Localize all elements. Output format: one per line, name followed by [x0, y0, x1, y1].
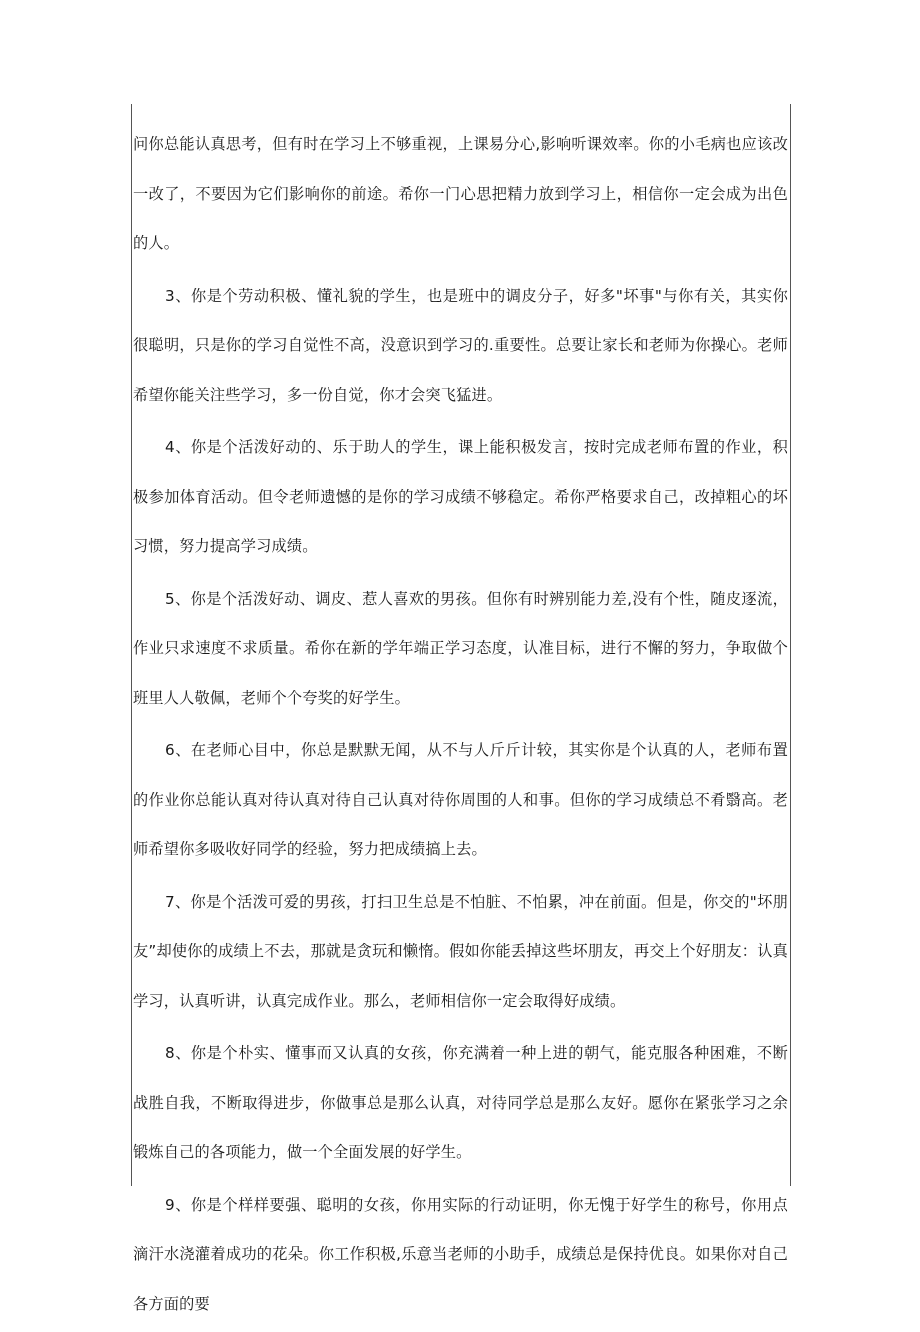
paragraph-3: 3、你是个劳动积极、懂礼貌的学生，也是班中的调皮分子，好多"坏事"与你有关，其实你很聪明，只是你的学习自觉性不高，没意识到学习的.重要性。总要让家长和老师为你操心。老师希望你能关注些学习，多一份自觉，你才会突飞猛进。 [133, 286, 788, 404]
page-right-border [790, 104, 791, 1186]
paragraph-continued: 问你总能认真思考，但有时在学习上不够重视，上课易分心,影响听课效率。你的小毛病也应该改一改了，不要因为它们影响你的前途。希你一门心思把精力放到学习上，相信你一定会成为出色的人。 [133, 135, 788, 252]
paragraph-8: 8、你是个朴实、懂事而又认真的女孩，你充满着一种上进的朝气，能克服各种困难，不断战胜自我，不断取得进步，你做事总是那么认真，对待同学总是那么友好。愿你在紧张学习之余锻炼自己的各项能力，做一个全面发展的好学生。 [133, 1044, 788, 1161]
page-left-border [131, 104, 132, 1186]
paragraph-5: 5、你是个活泼好动、调皮、惹人喜欢的男孩。但你有时辨别能力差,没有个性，随皮逐流，作业只求速度不求质量。希你在新的学年端正学习态度，认准目标，进行不懈的努力，争取做个班里人人敬佩，老师个个夸奖的好学生。 [133, 589, 788, 707]
paragraph-7: 7、你是个活泼可爱的男孩，打扫卫生总是不怕脏、不怕累，冲在前面。但是，你交的"坏朋友”却使你的成绩上不去，那就是贪玩和懒惰。假如你能丢掉这些坏朋友，再交上个好朋友：认真学习，认真听讲，认真完成作业。那么，老师相信你一定会取得好成绩。 [133, 892, 788, 1010]
paragraph-6: 6、在老师心目中，你总是默默无闻，从不与人斤斤计较，其实你是个认真的人，老师布置的作业你总能认真对待认真对待自己认真对待你周围的人和事。但你的学习成绩总不肴翳高。老师希望你多吸收好同学的经验，努力把成绩搞上去。 [133, 741, 788, 858]
paragraph-4: 4、你是个活泼好动的、乐于助人的学生，课上能积极发言，按时完成老师布置的作业，积极参加体育活动。但令老师遗憾的是你的学习成绩不够稳定。希你严格要求自己，改掉粗心的坏习惯，努力提高学习成绩。 [133, 438, 788, 555]
document-body [133, 120, 788, 1332]
paragraph-9: 9、你是个样样要强、聪明的女孩，你用实际的行动证明，你无愧于好学生的称号，你用点滴汗水浇灌着成功的花朵。你工作积极,乐意当老师的小助手，成绩总是保持优良。如果你对自己各方面的要 [133, 1195, 788, 1313]
